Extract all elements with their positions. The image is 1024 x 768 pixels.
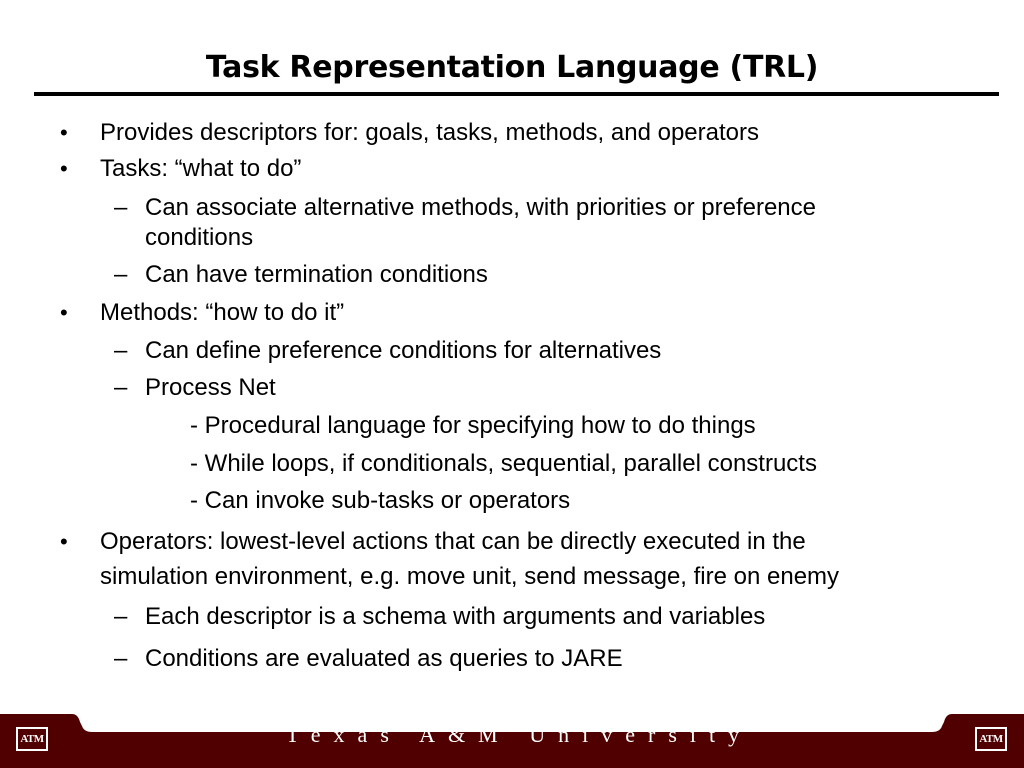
bullet-text: Operators: lowest-level actions that can be directly executed in the [100, 528, 806, 555]
dash-marker: – [114, 374, 128, 401]
bullet-marker: • [60, 156, 68, 181]
sub-bullet-text: Conditions are evaluated as queries to JARE [145, 645, 623, 672]
atm-logo-right: ATM [975, 727, 1007, 751]
dash-marker: – [114, 261, 128, 288]
bullet-text: Tasks: “what to do” [100, 155, 302, 182]
slide-title: Task Representation Language (TRL) [205, 50, 819, 85]
bullet-text: Methods: “how to do it” [100, 299, 345, 326]
sub-bullet-text: Each descriptor is a schema with arguments and variables [145, 603, 766, 630]
university-name: Texas A&M University [285, 722, 753, 747]
dash-marker: – [114, 337, 128, 364]
sub-bullet-text: conditions [145, 224, 254, 251]
dash-marker: – [114, 194, 128, 221]
sub-bullet-text: Can have termination conditions [145, 261, 488, 288]
bullet-marker: • [60, 300, 68, 325]
sub-sub-text: - Procedural language for specifying how to do things [190, 412, 756, 439]
bullet-text: Provides descriptors for: goals, tasks, methods, and operators [100, 119, 759, 146]
dash-marker: – [114, 645, 128, 672]
sub-sub-text: - Can invoke sub-tasks or operators [190, 487, 571, 514]
bullet-marker: • [60, 529, 68, 554]
sub-bullet-text: Can define preference conditions for alternatives [145, 337, 662, 364]
dash-marker: – [114, 603, 128, 630]
sub-bullet-text: Can associate alternative methods, with priorities or preference [145, 194, 816, 221]
bullet-marker: • [60, 120, 68, 145]
atm-logo-left: ATM [16, 727, 48, 751]
sub-bullet-text: Process Net [145, 374, 276, 401]
bullet-text: simulation environment, e.g. move unit, send message, fire on enemy [100, 563, 840, 590]
sub-sub-text: - While loops, if conditionals, sequential, parallel constructs [190, 450, 817, 477]
